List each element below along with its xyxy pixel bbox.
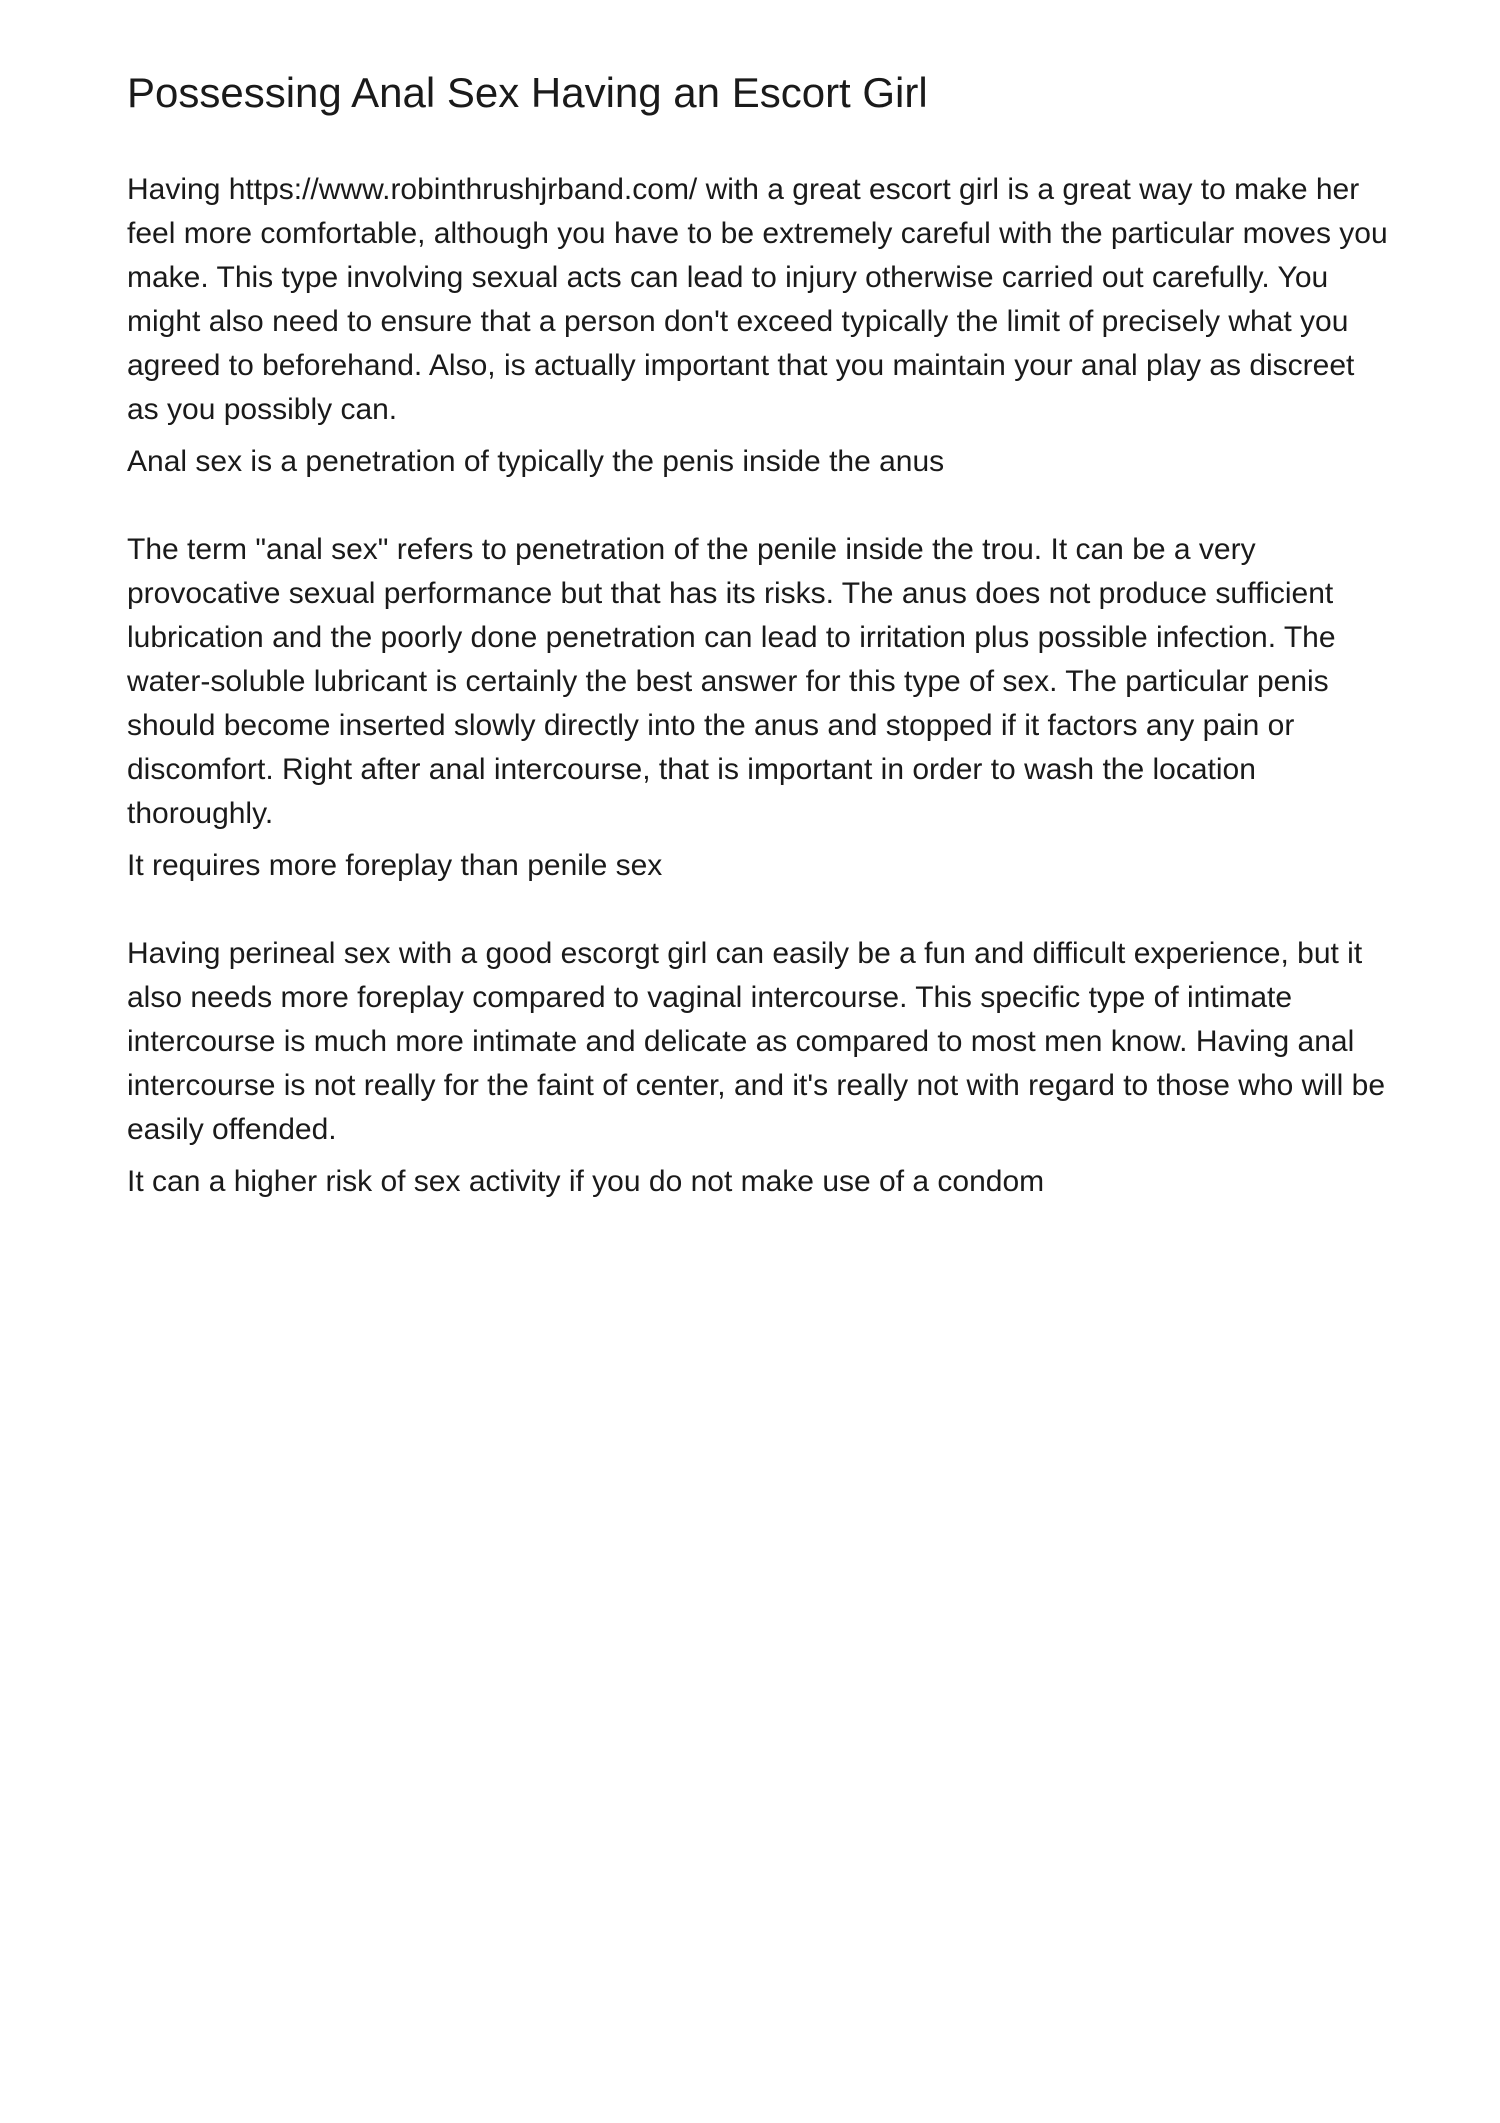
subheading-higher-risk-condom: It can a higher risk of sex activity if you do not make use of a condom: [127, 1165, 1045, 1198]
subheading-anal-sex-penetration: Anal sex is a penetration of typically the penis inside the anus: [127, 445, 945, 478]
paragraph-intro: Having https://www.robinthrushjrband.com/ with a great escort girl is a great way to make her feel more comfortable, although you have to be extremely careful with the particular moves you make. This type involving sexual acts can lead to injury otherwise carried out carefully. You might also need to ensure that a person don't exceed typically the limit of precisely what you agreed to beforehand. Also, is actually important that you maintain your anal play as discreet as you possibly can.: [127, 173, 1388, 426]
paragraph-term-definition: The term "anal sex" refers to penetration of the penile inside the trou. It can be a very provocative sexual performance but that has its risks. The anus does not produce sufficient lubrication and the poorly done penetration can lead to irritation plus possible infection. The water-soluble lubricant is certainly the best answer for this type of sex. The particular penis should become inserted slowly directly into the anus and stopped if it factors any pain or discomfort. Right after anal intercourse, that is important in order to wash the location thoroughly.: [127, 533, 1336, 830]
paragraph-perineal-experience: Having perineal sex with a good escorgt girl can easily be a fun and difficult experience, but it also needs more foreplay compared to vaginal intercourse. This specific type of intimate intercourse is much more intimate and delicate as compared to most men know. Having anal intercourse is not really for the faint of center, and it's really not with regard to those who will be easily offended.: [127, 937, 1386, 1146]
page-title: Possessing Anal Sex Having an Escort Girl: [127, 69, 928, 116]
subheading-requires-more-foreplay: It requires more foreplay than penile sex: [127, 849, 663, 882]
